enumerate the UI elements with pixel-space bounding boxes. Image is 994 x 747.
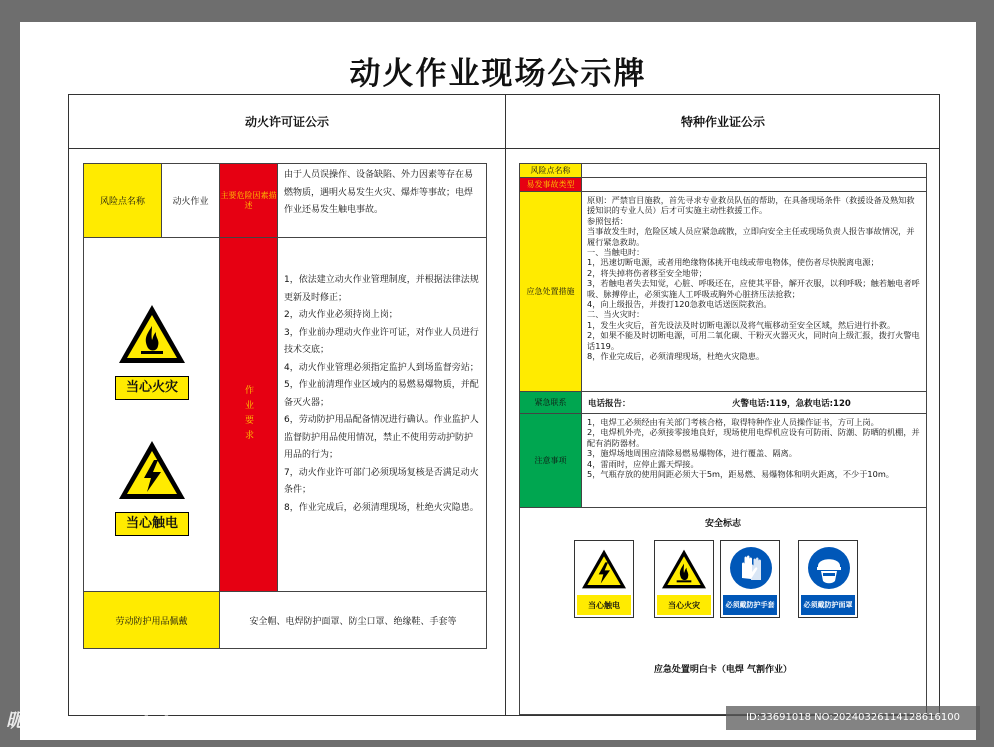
sign-fire-label: 当心火灾	[115, 376, 189, 400]
face-shield-icon	[807, 546, 851, 590]
requirement-item: 2，动火作业必须持岗上岗；	[284, 310, 398, 320]
phone-label: 紧急联系	[520, 392, 582, 414]
emergency-line: 参照包括：	[587, 215, 628, 226]
right-risk-name-label: 风险点名称	[520, 164, 582, 178]
column-divider	[505, 95, 506, 715]
emergency-label: 应急处置措施	[520, 192, 582, 392]
hazard-label-cell	[220, 164, 278, 238]
note-line: 1，电焊工必须经由有关部门考核合格，取得特种作业人员操作证书，方可上岗。	[587, 417, 879, 427]
phone-numbers: 火警电话:119，急救电话:120	[732, 399, 851, 409]
footer-caption: 应急处置明白卡（电焊 气割作业）	[653, 665, 793, 675]
accident-type-label: 易发事故类型	[520, 178, 582, 192]
fire-warning-icon	[116, 302, 188, 366]
requirement-item: 6，劳动防护用品配备情况进行确认。作业监护人监督防护用品使用情况，禁止不使用劳动护防护用品的行为；	[284, 415, 479, 460]
safety-signs-title: 安全标志	[704, 519, 741, 529]
id-tag: ID:33691018 NO:20240326114128616100	[726, 706, 980, 730]
emergency-line: 2，如果不能及时切断电源，可用二氧化碳、干粉灭火器灭火，同时向上级汇报，拨打火警电话119。	[587, 330, 920, 351]
requirements-label: 作业要求	[243, 384, 253, 445]
page-title: 动火作业现场公示牌	[349, 56, 647, 92]
warning-signs-cell	[84, 238, 220, 592]
card-mask	[798, 540, 858, 618]
hazard-label: 主要危险因素描述	[220, 190, 277, 210]
gloves-icon	[729, 546, 773, 590]
phone-prefix: 电话报告：	[588, 399, 631, 409]
phone-row	[582, 392, 926, 414]
emergency-line: 8，作业完成后，必须清理现场，杜绝火灾隐患。	[587, 351, 765, 362]
risk-name-label: 风险点名称	[84, 164, 162, 238]
card-gloves	[720, 540, 780, 618]
card-mask-label: 必须戴防护面罩	[801, 595, 855, 615]
right-header: 特种作业证公示	[506, 95, 940, 149]
requirement-item: 1，依法建立动火作业管理制度，并根据法律法规更新及时修正；	[284, 275, 479, 303]
ppe-text: 安全帽、电焊防护面罩、防尘口罩、绝缘鞋、手套等	[249, 616, 457, 627]
card-gloves-label: 必须戴防护手套	[723, 595, 777, 615]
board-frame	[68, 94, 940, 716]
requirements-label-cell	[220, 238, 278, 592]
requirement-item: 8，作业完成后，必须清理现场，杜绝火灾隐患。	[284, 502, 479, 513]
note-line: 5，气瓶存放的使用间距必须大于5m，距易燃、易爆物体和明火距离，不少于10m。	[587, 469, 894, 480]
emergency-line: 1，迅速切断电源，或者用绝缘物体挑开电线或带电物体，使伤者尽快脱离电源；	[587, 257, 879, 268]
emergency-line: 3，若触电者失去知觉，心脏、呼吸还在，应使其平卧，解开衣服，以利呼吸；触若触电者呼吸、脉搏停止，必须实施人工呼吸或胸外心脏挤压法抢救；	[587, 278, 920, 299]
card-fire	[654, 540, 714, 618]
safety-signs-box	[519, 508, 927, 715]
requirement-item: 5，作业前清理作业区域内的易燃易爆物质，并配备灭火器；	[284, 380, 479, 408]
emergency-line: 二、当火灾时：	[587, 309, 645, 320]
sign-board	[20, 22, 976, 740]
left-header: 动火许可证公示	[69, 95, 505, 149]
emergency-measures	[582, 192, 926, 392]
accident-type-value	[582, 178, 926, 192]
ppe-label: 劳动防护用品佩戴	[84, 592, 220, 648]
requirement-item: 7，动火作业许可部门必须现场复核是否满足动火条件；	[284, 467, 479, 495]
notes-list	[582, 414, 926, 507]
requirement-item: 3，作业前办理动火作业许可证，对作业人员进行技术交底；	[284, 327, 479, 355]
notes-label: 注意事项	[520, 414, 582, 507]
electric-warning-icon	[580, 547, 628, 591]
electric-warning-icon	[116, 438, 188, 502]
requirement-item: 4，动火作业管理必须指定监护人到场监督旁站；	[284, 362, 479, 373]
right-risk-name-value	[582, 164, 926, 178]
emergency-line: 4，向上级报告，并拨打120急救电话送医院救治。	[587, 299, 772, 310]
watermark: 昵享网 www.nipic.com	[6, 710, 232, 732]
risk-name-value: 动火作业	[162, 164, 220, 238]
hazard-text: 由于人员误操作、设备缺陷、外力因素等存在易燃物质，遇明火易发生火灾、爆炸等事故；电焊作业还易发生触电事故。	[278, 164, 486, 238]
emergency-line: 当事故发生时，危险区域人员应紧急疏散，立即向安全主任或现场负责人报告事故情况，并履行紧急救助。	[587, 226, 915, 247]
card-electric	[574, 540, 634, 618]
card-fire-label: 当心火灾	[657, 595, 711, 615]
emergency-line: 一、当触电时：	[587, 247, 645, 258]
fire-warning-icon	[660, 547, 708, 591]
emergency-line: 2，将失掉将伤者移至安全地带；	[587, 267, 707, 278]
emergency-line: 原则：严禁盲目施救，首先寻求专业救员队伍的帮助，在具备现场条件（救援设备及熟知救援知识的专业人员）后才可实施主动性救援工作。	[587, 195, 915, 216]
emergency-line: 1，发生火灾后，首先设法及时切断电源以及将气瓶移动至安全区域，然后进行扑救。	[587, 319, 896, 330]
hot-work-permit-table	[83, 163, 487, 649]
note-line: 3，施焊场地周围应清除易燃易爆物体，进行覆盖、隔离。	[587, 448, 797, 459]
note-line: 4，雷雨时，应停止露天焊接。	[587, 458, 699, 469]
note-line: 2，电焊机外壳，必须接零接地良好，现场使用电焊机应设有可防雨、防潮、防晒的机棚，并配有消防器材。	[587, 427, 920, 448]
sign-electric-label: 当心触电	[115, 512, 189, 536]
special-work-table	[519, 163, 927, 508]
card-electric-label: 当心触电	[577, 595, 631, 615]
requirements-list	[278, 238, 486, 592]
